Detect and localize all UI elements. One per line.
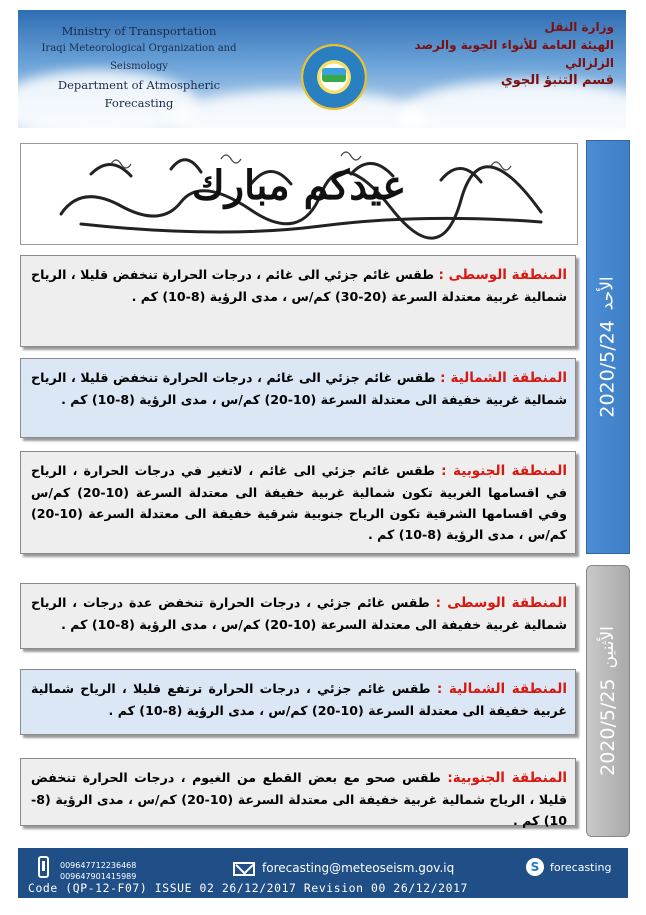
forecast-day1-central [20,255,576,347]
weekday-day1: الأحد [598,276,618,311]
organization-name-ar: الهيئة العامة للأنواء الجوية والرصد الزلزالي [414,38,614,70]
header-banner [18,10,626,128]
organization-name-en: Iraqi Meteorological Organization and Seismology [41,43,237,72]
greeting-text: عيدكم مبارك [191,162,407,209]
forecast-text: طقس غائم جزئي ، درجات الحرارة تنخفض عدة درجات ، الرياح شمالية غربية خفيفة الى معتدلة السرعة (10-20) كم/س ، مدى الرؤية (8-10) كم . [31,595,567,632]
forecast-day2-north [20,669,576,735]
date-day1: 2020/5/24 [597,320,619,418]
weekday-day2: الأثنين [598,626,618,669]
forecast-text: طقس غائم جزئي الى غائم ، درجات الحرارة تنخفض قليلا ، الرياح شمالية غربية خفيفة الى معتدلة السرعة (10-20) كم/س ، مدى الرؤية (8-10) كم . [31,370,567,407]
footer-bar [18,848,628,898]
forecast-text: طقس غائم جزئي الى غائم ، لاتغير في درجات الحرارة ، الرياح في اقسامها الغربية تكون شمالية غربية خفيفة الى معتدلة السرعة (10-20) كم/س وفي اقسامها الشرقية تكون الرياح جنوبية شرقية خفيفة الى معتدلة السرعة (10-20) كم/س ، مدى الرؤية (8-10) كم . [31,463,567,542]
region-label: المنطقة الجنوبية: [447,770,568,786]
eid-greeting-banner [20,143,578,245]
date-day2: 2020/5/25 [597,678,619,776]
phone-numbers [60,860,136,882]
forecast-text: طقس صحو مع بعض القطع من الغيوم ، درجات الحرارة تنخفض قليلا ، الرياح شمالية غربية خفيفة الى معتدلة السرعة (10-20) كم/س ، مدى الرؤية (8-10) كم . [31,770,568,828]
organization-logo [301,44,367,110]
phone-icon [38,856,49,878]
region-label: المنطقة الجنوبية : [441,463,567,479]
ministry-name-ar: وزارة النقل [544,20,614,34]
skype-icon: S [526,858,544,876]
greeting-calligraphy [21,144,577,244]
phone-number-2: 009647901415989 [60,872,137,881]
date-bar-day1 [586,140,630,554]
department-name-en: Department of Atmospheric Forecasting [57,78,221,110]
phone-number-1: 009647712236468 [60,861,137,870]
ministry-name-en: Ministry of Transportation [61,24,217,38]
forecast-day1-north [20,358,576,438]
header-english [24,22,254,112]
skype-handle[interactable]: forecasting [550,861,612,874]
forecast-day1-south [20,451,576,554]
region-label: المنطقة الوسطى : [435,595,567,611]
header-arabic [374,18,614,90]
forecast-text: طقس غائم جزئي الى غائم ، درجات الحرارة تنخفض قليلا ، الرياح شمالية غربية معتدلة السرعة (20-30) كم/س ، مدى الرؤية (8-10) كم . [31,267,567,304]
email-address[interactable]: forecasting@meteoseism.gov.iq [262,861,455,875]
region-label: المنطقة الوسطى : [438,267,567,283]
region-label: المنطقة الشمالية : [440,370,567,386]
mail-icon [233,862,255,876]
document-code: Code (QP-12-F07) ISSUE 02 26/12/2017 Revision 00 26/12/2017 [28,881,469,895]
date-bar-day2 [586,565,630,837]
forecast-day2-central [20,583,576,649]
region-label: المنطقة الشمالية : [436,681,568,697]
forecast-text: طقس غائم جزئي ، درجات الحرارة ترتفع قليلا ، الرياح شمالية غربية خفيفة الى معتدلة السرعة (10-20) كم/س ، مدى الرؤية (8-10) كم . [31,681,567,718]
forecast-day2-south [20,758,576,826]
department-name-ar: قسم التنبؤ الجوي [500,73,614,88]
